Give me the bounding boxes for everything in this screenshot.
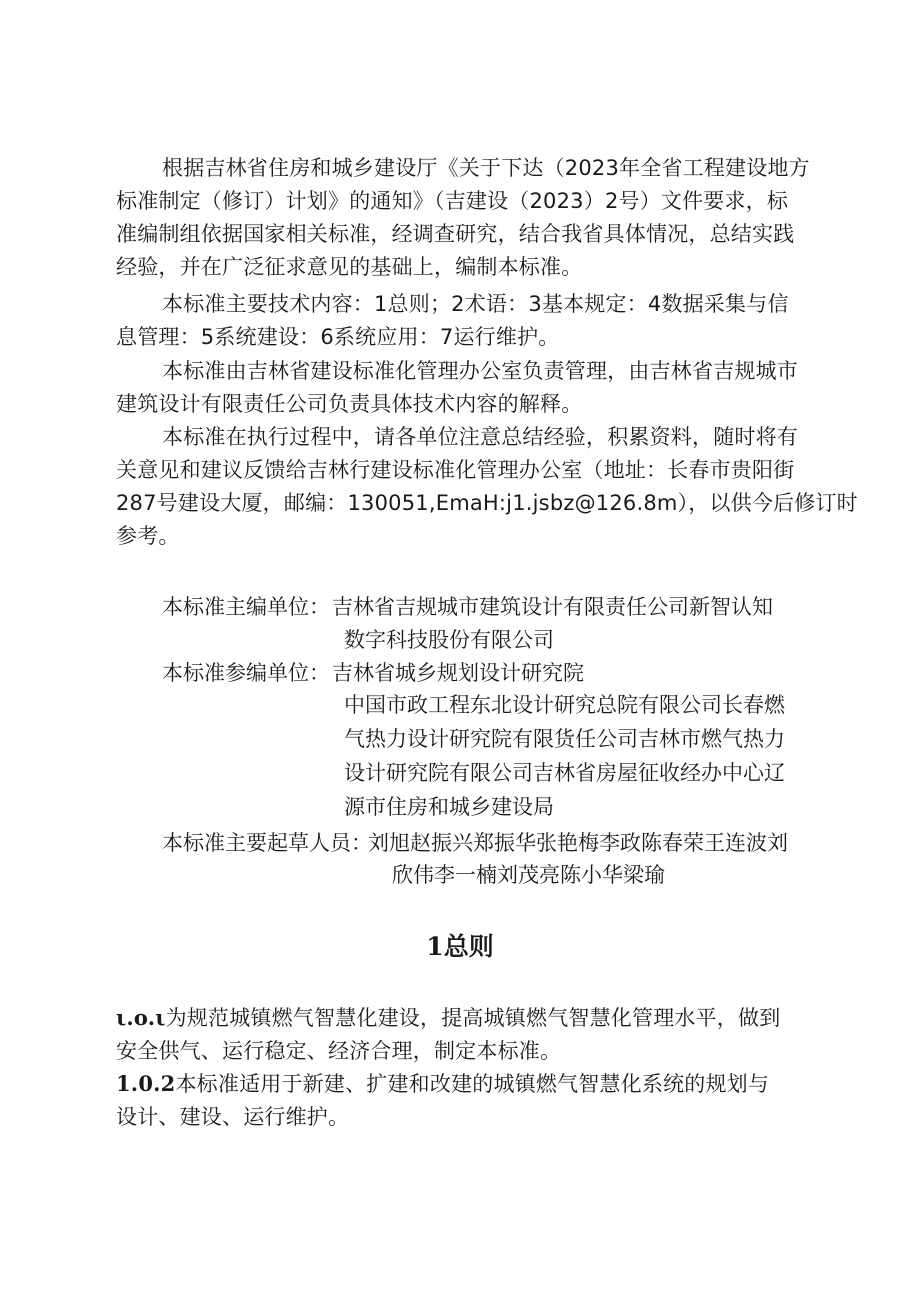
clause-1-line-2: 安全供气、运行稳定、经济合理，制定本标准。 xyxy=(116,1039,562,1063)
clause-1-number: ι.o.ι xyxy=(116,1005,166,1030)
preface-p3-line-1: 本标准由吉林省建设标准化管理办公室负责管理，由吉林省吉规城市 xyxy=(162,359,798,383)
participating-units-label: 本标准参编单位： xyxy=(162,661,330,685)
preface-p2-line-1: 本标准主要技术内容：1总则；2术语：3基本规定：4数据采集与信 xyxy=(162,292,789,316)
chief-editor-line-2: 数字科技股份有限公司 xyxy=(344,628,554,652)
clause-2-line-1 xyxy=(116,1069,769,1099)
preface-p1-line-1: 根据吉林省住房和城乡建设厅《关于下达（2023年全省工程建设地方 xyxy=(162,156,810,180)
clause-2-text-line-1: 本标准适用于新建、扩建和改建的城镇燃气智慧化系统的规划与 xyxy=(175,1072,770,1096)
participating-unit-line-5: 源市住房和城乡建设局 xyxy=(344,795,554,819)
preface-p2-line-2: 息管理：5系统建设：6系统应用：7运行维护。 xyxy=(116,325,560,349)
chief-editor-label: 本标准主编单位： xyxy=(162,595,330,619)
preface-p4-line-3: 287号建设大厦，邮编：130051,EmaH:j1.jsbz@126.8m），以供今后修订时 xyxy=(116,491,858,515)
clause-1-line-1 xyxy=(116,1003,780,1033)
chief-editor-line-1: 吉林省吉规城市建筑设计有限责任公司新智认知 xyxy=(332,595,773,619)
drafters-line-2: 欣伟李一楠刘茂亮陈小华梁瑜 xyxy=(392,863,665,887)
drafters-line-1: 刘旭赵振兴郑振华张艳梅李政陈春荣王连波刘 xyxy=(368,831,788,855)
participating-unit-line-3: 气热力设计研究院有限货任公司吉林市燃气热力 xyxy=(344,727,785,751)
preface-p3-line-2: 建筑设计有限责任公司负责具体技术内容的解释。 xyxy=(116,392,583,416)
preface-p1-line-2: 标准制定（修订）计划》的通知》（吉建设（2023）2号）文件要求，标 xyxy=(116,189,789,213)
chapter-title: 1总则 xyxy=(426,932,494,961)
clause-1-text-line-1: 为规范城镇燃气智慧化建设，提高城镇燃气智慧化管理水平，做到 xyxy=(165,1006,781,1030)
preface-p1-line-4: 经验，并在广泛征求意见的基础上，编制本标准。 xyxy=(116,255,583,279)
drafters-label: 本标准主要起草人员： xyxy=(162,831,372,855)
clause-2-number: 1.0.2 xyxy=(116,1071,176,1096)
participating-unit-line-1: 吉林省城乡规划设计研究院 xyxy=(332,661,584,685)
preface-p4-line-2: 关意见和建议反馈给吉林行建设标准化管理办公室（地址：长春市贵阳街 xyxy=(116,458,795,482)
clause-2-line-2: 设计、建设、运行维护。 xyxy=(116,1105,350,1129)
participating-unit-line-4: 设计研究院有限公司吉林省房屋征收经办中心辽 xyxy=(344,761,785,785)
participating-unit-line-2: 中国市政工程东北设计研究总院有限公司长春燃 xyxy=(344,693,785,717)
preface-p4-line-1: 本标准在执行过程中，请各单位注意总结经验，积累资料，随时将有 xyxy=(162,425,798,449)
preface-p1-line-3: 准编制组依据国家相关标准，经调查研究，结合我省具体情况，总结实践 xyxy=(116,222,795,246)
preface-p4-line-4: 参考。 xyxy=(116,524,180,548)
